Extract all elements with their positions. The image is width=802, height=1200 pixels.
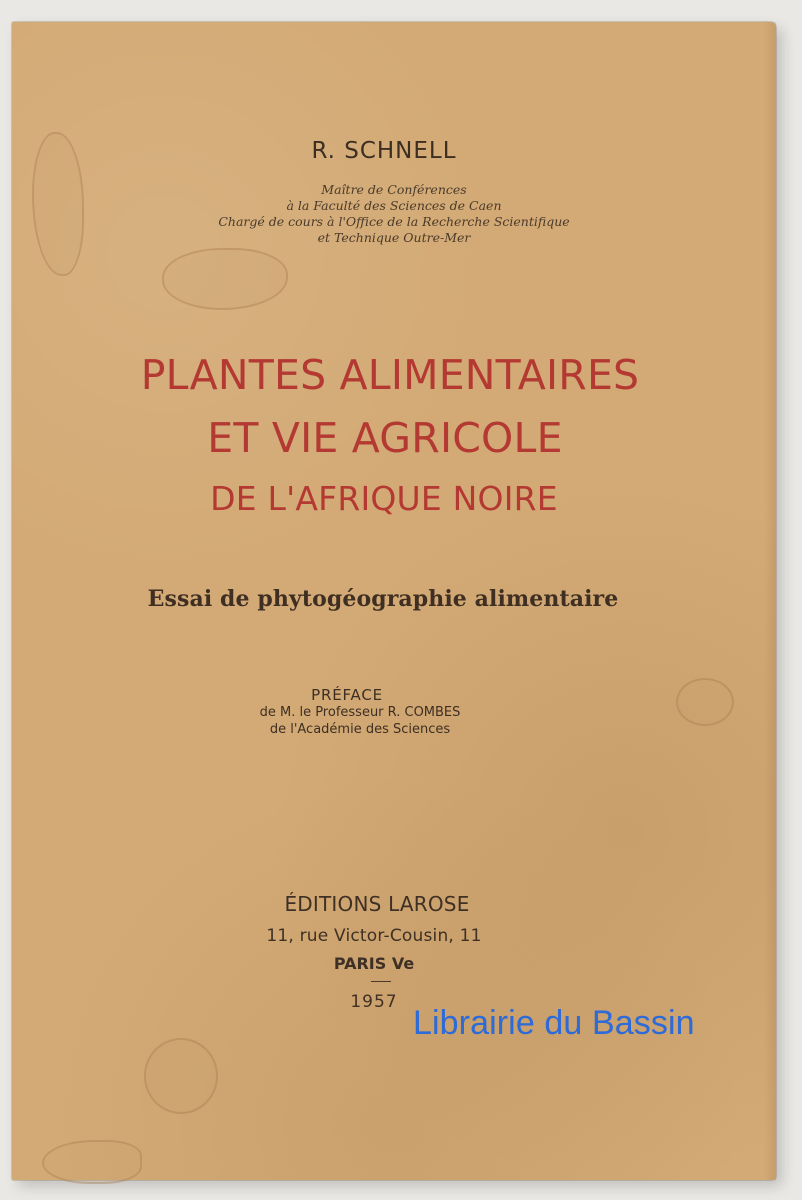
publication-year: 1957 [350,992,398,1012]
watermark-text: Librairie du Bassin [413,1004,695,1042]
book-subtitle: Essai de phytogéographie alimentaire [147,586,619,612]
publisher-city: PARIS Ve [333,954,415,973]
credential-line-3: Chargé de cours à l'Office de la Recherche Scientifique [218,214,570,229]
publisher-name: ÉDITIONS LAROSE [284,892,470,916]
author-credentials [12,182,776,246]
credential-line-2: à la Faculté des Sciences de Caen [286,198,502,213]
credential-line-4: et Technique Outre-Mer [317,230,471,245]
preface-block [0,686,742,738]
stain-top-middle [162,248,288,310]
preface-line-2: de l'Académie des Sciences [269,722,451,737]
stain-bottom-left [144,1038,218,1114]
publisher-address: 11, rue Victor-Cousin, 11 [266,926,482,946]
author-name: R. SCHNELL [311,138,457,164]
title-line-1: PLANTES ALIMENTAIRES [140,351,640,399]
preface-label: PRÉFACE [311,686,383,704]
preface-line-1: de M. le Professeur R. COMBES [259,705,461,720]
credential-line-1: Maître de Conférences [321,182,467,197]
title-line-2: ET VIE AGRICOLE [207,414,563,462]
publisher-block [0,892,749,1012]
publisher-divider [371,981,391,982]
book-title [12,351,776,518]
stain-bottom-edge [42,1140,142,1184]
title-line-3: DE L'AFRIQUE NOIRE [210,479,558,518]
